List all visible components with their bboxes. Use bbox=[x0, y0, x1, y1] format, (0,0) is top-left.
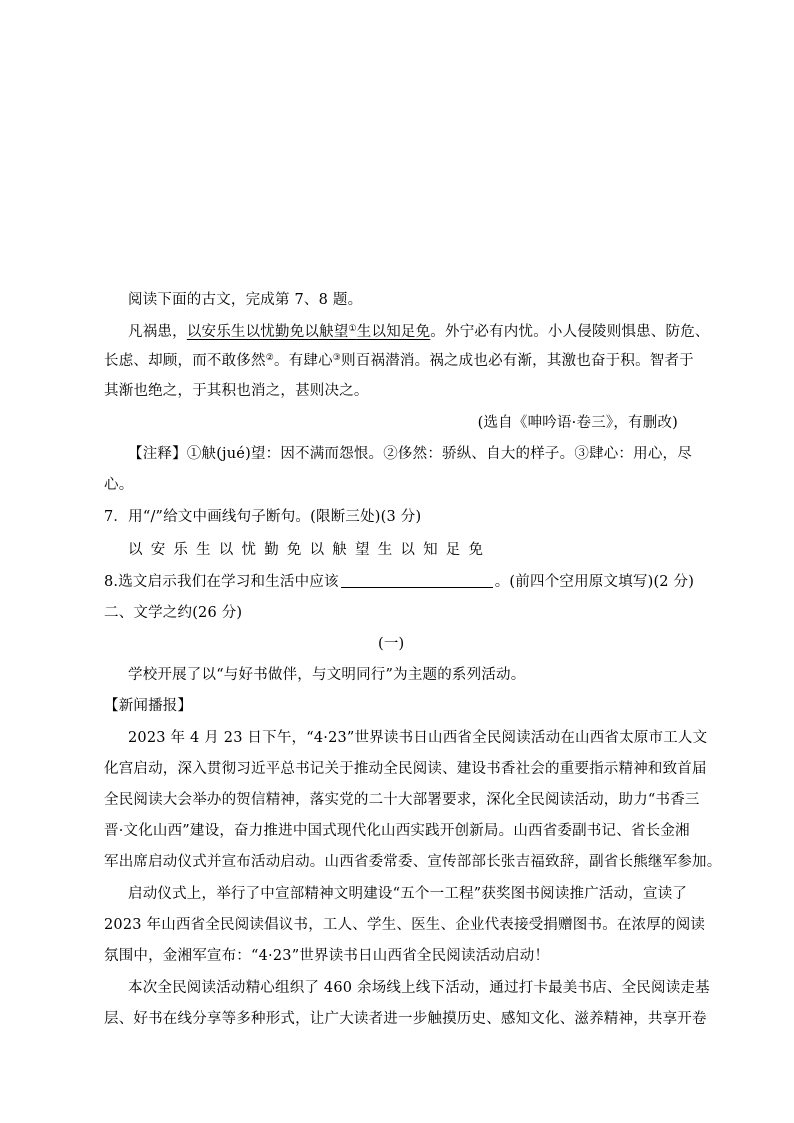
news-p1-line-2: 化宫启动，深入贯彻习近平总书记关于推动全民阅读、建设书香社会的重要指示精神和致首届 bbox=[104, 761, 707, 777]
question-7-sentence: 以安乐生以忧勤免以觖望生以知足免 bbox=[128, 542, 492, 558]
section-2-sub: (一) bbox=[378, 636, 405, 652]
question-7-prompt: 7．用“/”给文中画线句子断句。(限断三处)(3 分) bbox=[104, 509, 422, 525]
news-p3-line-1: 本次全民阅读活动精心组织了 460 余场线上线下活动，通过打卡最美书店、全民阅读走基 bbox=[128, 980, 710, 996]
question-8: 8.选文启示我们在学习和生活中应该 。(前四个空用原文填写)(2 分) bbox=[104, 574, 695, 590]
annotation-line-1: 【注释】①觖(jué)望：因不满而怨恨。②侈然：骄纵、自大的样子。③肆心：用心，尽 bbox=[128, 446, 692, 462]
news-p3-line-2: 层、好书在线分享等多种形式，让广大读者进一步触摸历史、感知文化、滋养精神，共享开卷 bbox=[104, 1011, 707, 1027]
underlined-sentence: 以安乐生以忧勤免以觖望①生以知足免 bbox=[186, 324, 431, 340]
note-marker-2: ② bbox=[265, 353, 274, 363]
news-p2-line-1: 启动仪式上，举行了中宣部精神文明建设“五个一工程”获奖图书阅读推广活动，宣读了 bbox=[128, 886, 688, 902]
classical-line-3: 其渐也绝之，于其积也消之，甚则决之。 bbox=[104, 383, 369, 399]
news-p1-line-1: 2023 年 4 月 23 日下午，“4·23”世界读书日山西省全民阅读活动在山西省太原市工人文 bbox=[128, 730, 708, 746]
news-p2-line-3: 氛围中，金湘军宣布：“4·23”世界读书日山西省全民阅读活动启动！ bbox=[104, 948, 550, 964]
answer-blank[interactable] bbox=[341, 573, 493, 588]
reading-intro: 阅读下面的古文，完成第 7、8 题。 bbox=[128, 292, 363, 308]
news-p1-line-4: 晋·文化山西”建设，奋力推进中国式现代化山西实践开创新局。山西省委副书记、省长金湘 bbox=[104, 823, 690, 839]
source-citation: (选自《呻吟语·卷三》，有删改) bbox=[477, 415, 678, 431]
classical-line-2: 长虑、却顾，而不敢侈然②。有肆心③则百祸潜消。祸之成也必有渐，其激也奋于积。智者于 bbox=[104, 353, 694, 369]
activity-theme: 学校开展了以“与好书做伴，与文明同行”为主题的系列活动。 bbox=[128, 667, 526, 683]
news-p2-line-2: 2023 年山西省全民阅读倡议书，工人、学生、医生、企业代表接受捐赠图书。在浓厚的阅读 bbox=[104, 917, 706, 933]
news-p1-line-3: 全民阅读大会举办的贺信精神，落实党的二十大部署要求，深化全民阅读活动，助力“书香三 bbox=[104, 792, 700, 808]
classical-line-1: 凡祸患，以安乐生以忧勤免以觖望①生以知足免。外宁必有内忧。小人侵陵则惧患、防危、 bbox=[128, 324, 710, 340]
section-2-heading: 二、文学之约(26 分) bbox=[104, 605, 243, 621]
news-label: 【新闻播报】 bbox=[104, 698, 193, 714]
annotation-line-2: 心。 bbox=[104, 477, 134, 493]
note-marker-1: ① bbox=[348, 324, 357, 334]
news-p1-line-5: 军出席启动仪式并宣布活动启动。山西省委常委、宣传部部长张吉福致辞，副省长熊继军参加。 bbox=[104, 854, 722, 870]
note-marker-3: ③ bbox=[332, 353, 342, 363]
